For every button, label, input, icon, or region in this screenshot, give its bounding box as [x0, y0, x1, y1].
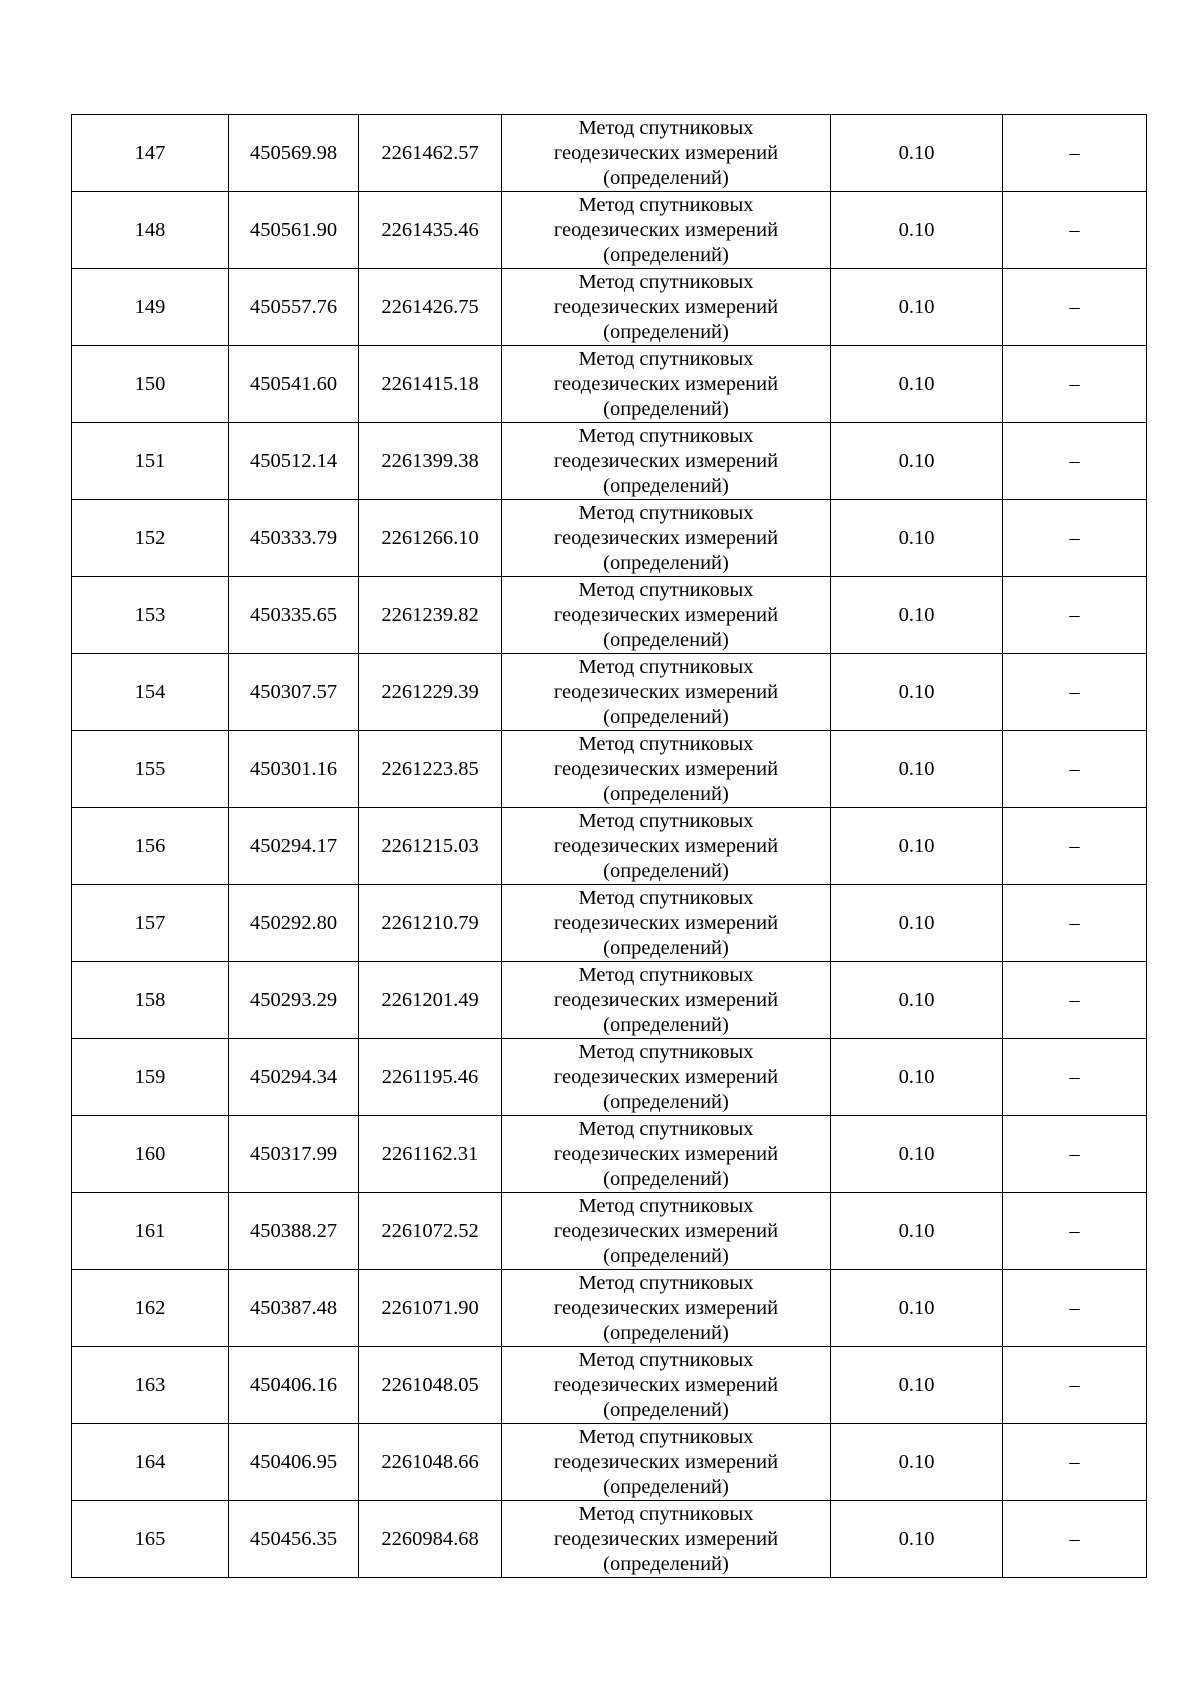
- accuracy-cell: 0.10: [831, 1116, 1003, 1193]
- method-text: Метод спутниковых геодезических измерений (определений): [553, 1117, 779, 1190]
- method-text: Метод спутниковых геодезических измерений (определений): [553, 1271, 779, 1344]
- description-cell: –: [1003, 1270, 1147, 1347]
- method-text: Метод спутниковых геодезических измерений (определений): [553, 1425, 779, 1498]
- table-body: [72, 115, 1147, 1578]
- method-text: Метод спутниковых геодезических измерений (определений): [553, 501, 779, 574]
- point-number-cell: 165: [72, 1501, 229, 1578]
- y-coordinate-cell: 2261072.52: [359, 1193, 502, 1270]
- method-cell: [502, 962, 831, 1039]
- description-cell: –: [1003, 1347, 1147, 1424]
- method-cell: [502, 885, 831, 962]
- x-coordinate-cell: 450388.27: [229, 1193, 359, 1270]
- x-coordinate-cell: 450406.16: [229, 1347, 359, 1424]
- table-row: [72, 192, 1147, 269]
- x-coordinate-cell: 450307.57: [229, 654, 359, 731]
- point-number-cell: 160: [72, 1116, 229, 1193]
- description-cell: –: [1003, 115, 1147, 192]
- y-coordinate-cell: 2261399.38: [359, 423, 502, 500]
- method-cell: [502, 1116, 831, 1193]
- point-number-cell: 158: [72, 962, 229, 1039]
- description-cell: –: [1003, 1501, 1147, 1578]
- table-row: [72, 269, 1147, 346]
- method-text: Метод спутниковых геодезических измерений (определений): [553, 1348, 779, 1421]
- table-row: [72, 1501, 1147, 1578]
- method-cell: [502, 1270, 831, 1347]
- accuracy-cell: 0.10: [831, 577, 1003, 654]
- y-coordinate-cell: 2261223.85: [359, 731, 502, 808]
- method-text: Метод спутниковых геодезических измерений (определений): [553, 809, 779, 882]
- table-row: [72, 423, 1147, 500]
- point-number-cell: 156: [72, 808, 229, 885]
- y-coordinate-cell: 2260984.68: [359, 1501, 502, 1578]
- y-coordinate-cell: 2261048.66: [359, 1424, 502, 1501]
- table-row: [72, 1116, 1147, 1193]
- table-row: [72, 346, 1147, 423]
- accuracy-cell: 0.10: [831, 500, 1003, 577]
- method-cell: [502, 577, 831, 654]
- description-cell: –: [1003, 962, 1147, 1039]
- point-number-cell: 151: [72, 423, 229, 500]
- method-text: Метод спутниковых геодезических измерений (определений): [553, 732, 779, 805]
- y-coordinate-cell: 2261201.49: [359, 962, 502, 1039]
- accuracy-cell: 0.10: [831, 1193, 1003, 1270]
- y-coordinate-cell: 2261435.46: [359, 192, 502, 269]
- x-coordinate-cell: 450293.29: [229, 962, 359, 1039]
- method-cell: [502, 269, 831, 346]
- point-number-cell: 162: [72, 1270, 229, 1347]
- point-number-cell: 152: [72, 500, 229, 577]
- point-number-cell: 147: [72, 115, 229, 192]
- table-row: [72, 1193, 1147, 1270]
- description-cell: –: [1003, 731, 1147, 808]
- point-number-cell: 157: [72, 885, 229, 962]
- method-cell: [502, 731, 831, 808]
- method-cell: [502, 1193, 831, 1270]
- accuracy-cell: 0.10: [831, 423, 1003, 500]
- y-coordinate-cell: 2261415.18: [359, 346, 502, 423]
- accuracy-cell: 0.10: [831, 115, 1003, 192]
- table-row: [72, 1347, 1147, 1424]
- description-cell: –: [1003, 654, 1147, 731]
- x-coordinate-cell: 450456.35: [229, 1501, 359, 1578]
- method-cell: [502, 654, 831, 731]
- y-coordinate-cell: 2261071.90: [359, 1270, 502, 1347]
- x-coordinate-cell: 450512.14: [229, 423, 359, 500]
- y-coordinate-cell: 2261162.31: [359, 1116, 502, 1193]
- accuracy-cell: 0.10: [831, 885, 1003, 962]
- description-cell: –: [1003, 500, 1147, 577]
- method-text: Метод спутниковых геодезических измерений (определений): [553, 347, 779, 420]
- table-row: [72, 808, 1147, 885]
- y-coordinate-cell: 2261266.10: [359, 500, 502, 577]
- x-coordinate-cell: 450569.98: [229, 115, 359, 192]
- description-cell: –: [1003, 1424, 1147, 1501]
- description-cell: –: [1003, 885, 1147, 962]
- table-row: [72, 115, 1147, 192]
- accuracy-cell: 0.10: [831, 1424, 1003, 1501]
- x-coordinate-cell: 450557.76: [229, 269, 359, 346]
- accuracy-cell: 0.10: [831, 1501, 1003, 1578]
- accuracy-cell: 0.10: [831, 1270, 1003, 1347]
- point-number-cell: 148: [72, 192, 229, 269]
- y-coordinate-cell: 2261215.03: [359, 808, 502, 885]
- point-number-cell: 154: [72, 654, 229, 731]
- method-text: Метод спутниковых геодезических измерений (определений): [553, 424, 779, 497]
- point-number-cell: 161: [72, 1193, 229, 1270]
- description-cell: –: [1003, 1116, 1147, 1193]
- method-text: Метод спутниковых геодезических измерений (определений): [553, 1502, 779, 1575]
- method-text: Метод спутниковых геодезических измерений (определений): [553, 1194, 779, 1267]
- coordinates-table: [71, 114, 1147, 1578]
- method-cell: [502, 500, 831, 577]
- accuracy-cell: 0.10: [831, 192, 1003, 269]
- y-coordinate-cell: 2261195.46: [359, 1039, 502, 1116]
- description-cell: –: [1003, 577, 1147, 654]
- point-number-cell: 155: [72, 731, 229, 808]
- method-text: Метод спутниковых геодезических измерений (определений): [553, 655, 779, 728]
- x-coordinate-cell: 450292.80: [229, 885, 359, 962]
- accuracy-cell: 0.10: [831, 1347, 1003, 1424]
- y-coordinate-cell: 2261239.82: [359, 577, 502, 654]
- table-row: [72, 1270, 1147, 1347]
- table-row: [72, 1424, 1147, 1501]
- accuracy-cell: 0.10: [831, 654, 1003, 731]
- table-row: [72, 885, 1147, 962]
- description-cell: –: [1003, 423, 1147, 500]
- table-row: [72, 731, 1147, 808]
- accuracy-cell: 0.10: [831, 269, 1003, 346]
- method-text: Метод спутниковых геодезических измерений (определений): [553, 270, 779, 343]
- point-number-cell: 164: [72, 1424, 229, 1501]
- method-cell: [502, 1039, 831, 1116]
- accuracy-cell: 0.10: [831, 731, 1003, 808]
- y-coordinate-cell: 2261210.79: [359, 885, 502, 962]
- description-cell: –: [1003, 808, 1147, 885]
- x-coordinate-cell: 450406.95: [229, 1424, 359, 1501]
- method-text: Метод спутниковых геодезических измерений (определений): [553, 578, 779, 651]
- method-text: Метод спутниковых геодезических измерений (определений): [553, 116, 779, 189]
- x-coordinate-cell: 450561.90: [229, 192, 359, 269]
- x-coordinate-cell: 450335.65: [229, 577, 359, 654]
- x-coordinate-cell: 450333.79: [229, 500, 359, 577]
- accuracy-cell: 0.10: [831, 808, 1003, 885]
- description-cell: –: [1003, 1193, 1147, 1270]
- accuracy-cell: 0.10: [831, 962, 1003, 1039]
- method-text: Метод спутниковых геодезических измерений (определений): [553, 193, 779, 266]
- table-row: [72, 654, 1147, 731]
- x-coordinate-cell: 450541.60: [229, 346, 359, 423]
- table-row: [72, 500, 1147, 577]
- table-row: [72, 1039, 1147, 1116]
- y-coordinate-cell: 2261426.75: [359, 269, 502, 346]
- description-cell: –: [1003, 192, 1147, 269]
- point-number-cell: 163: [72, 1347, 229, 1424]
- method-cell: [502, 346, 831, 423]
- accuracy-cell: 0.10: [831, 346, 1003, 423]
- method-cell: [502, 1501, 831, 1578]
- method-cell: [502, 423, 831, 500]
- method-cell: [502, 1424, 831, 1501]
- y-coordinate-cell: 2261048.05: [359, 1347, 502, 1424]
- description-cell: –: [1003, 346, 1147, 423]
- accuracy-cell: 0.10: [831, 1039, 1003, 1116]
- x-coordinate-cell: 450294.17: [229, 808, 359, 885]
- table-row: [72, 577, 1147, 654]
- point-number-cell: 149: [72, 269, 229, 346]
- point-number-cell: 159: [72, 1039, 229, 1116]
- method-cell: [502, 1347, 831, 1424]
- description-cell: –: [1003, 269, 1147, 346]
- method-cell: [502, 808, 831, 885]
- method-cell: [502, 115, 831, 192]
- y-coordinate-cell: 2261462.57: [359, 115, 502, 192]
- point-number-cell: 153: [72, 577, 229, 654]
- method-cell: [502, 192, 831, 269]
- x-coordinate-cell: 450301.16: [229, 731, 359, 808]
- method-text: Метод спутниковых геодезических измерений (определений): [553, 886, 779, 959]
- x-coordinate-cell: 450294.34: [229, 1039, 359, 1116]
- x-coordinate-cell: 450387.48: [229, 1270, 359, 1347]
- y-coordinate-cell: 2261229.39: [359, 654, 502, 731]
- method-text: Метод спутниковых геодезических измерений (определений): [553, 1040, 779, 1113]
- description-cell: –: [1003, 1039, 1147, 1116]
- x-coordinate-cell: 450317.99: [229, 1116, 359, 1193]
- point-number-cell: 150: [72, 346, 229, 423]
- method-text: Метод спутниковых геодезических измерений (определений): [553, 963, 779, 1036]
- table-row: [72, 962, 1147, 1039]
